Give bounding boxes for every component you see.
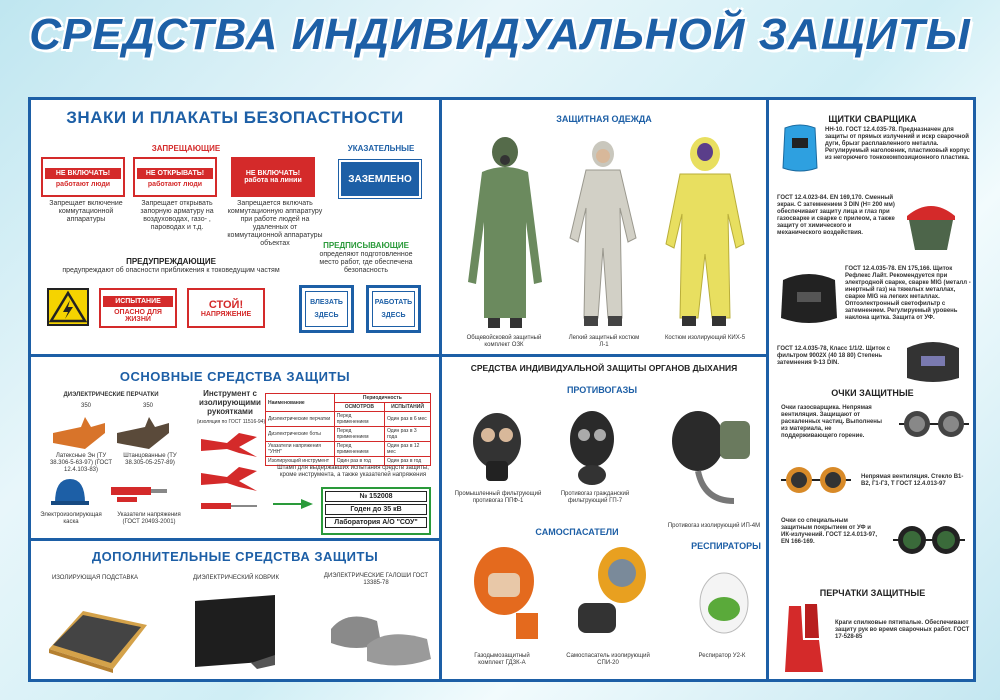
poster-board [28,97,976,682]
test-schedule-table [265,393,431,466]
rescuers-label: САМОСПАСАТЕЛИ [535,527,619,537]
dielectric-galoshes-image [327,599,435,669]
table [265,393,431,466]
sign-text: ЗДЕСЬ [381,312,406,319]
welding-section [769,100,976,682]
sign-line-work [231,157,315,197]
gasmask-ppf1-image [462,405,532,489]
clothing-item3: Костюм изолирующий КИХ-5 [664,335,746,341]
welding-text2: ГОСТ 12.4.023-84. EN 169,170. Сменный экран. С затемнением 3 DIN (Н= 200 мм) обеспечивает защиту лица и глаз при газосварке и сварке с прилеом, а также защиту от химического и механического воздействия. [777,195,895,236]
table-row [266,442,431,457]
table-cell: Один раз в год [385,457,431,466]
stamped-gloves-image [115,413,171,451]
table-row [266,412,431,427]
indicating-label: УКАЗАТЕЛЬНЫЕ [347,144,415,153]
sign-text: ВЛЕЗАТЬ [310,299,343,306]
table-cell: Перед применением [334,442,384,457]
sign-text: СТОЙ! [208,298,244,311]
stamp-desc: Штамп для выдержавших испытания средств защиты, кроме инструмента, а также указателей напряжения [277,465,429,478]
welding-text3: ГОСТ 12.4.035-78. EN 175,166. Щиток Рефлекс Лайт. Рекомендуется при электродной сварке, сварке MIG (металл - инертный газ) на тяжелых металлах, сварке MIG на легких металлах. Оптоэлектронный светофильтр с затемнением. Регулируемый уровень наклона щитка. Защита от УФ. [845,266,971,321]
stamp-number: № 152008 [325,491,427,502]
latex-gloves-image [51,413,107,451]
prescribing-label: ПРЕДПИСЫВАЮЩИЕ [323,241,409,250]
additional-section [31,541,439,682]
table-row [266,427,431,442]
sign-text: РАБОТАТЬ [374,299,413,306]
respirator-image [692,563,756,643]
sign-testing [99,288,177,328]
additional-item1: ИЗОЛИРУЮЩАЯ ПОДСТАВКА [51,575,139,581]
table-cell: Один раз в год [334,457,384,466]
table-cell: Диэлектрические перчатки [266,412,335,427]
resp1-desc: Респиратор У2-К [698,653,746,659]
r2-desc: Самоспасатель изолирующий СПИ-20 [566,653,650,666]
sign-inner [305,291,348,327]
signs-section [31,100,439,354]
helmet-desc: Электроизолирующая каска [40,512,102,525]
prohibiting-label: ЗАПРЕЩАЮЩИЕ [151,144,221,153]
gdzk-image [466,543,542,643]
welding-shield-image [779,124,821,174]
gm3-desc: Противогаз изолирующий ИП-4М [667,523,761,529]
page-title: СРЕДСТВА ИНДИВИДУАЛЬНОЙ ЗАЩИТЫ [29,10,971,59]
auto-darkening-helmet-image [777,272,841,326]
table-header: ОСМОТРОВ [334,403,384,412]
additional-item3: ДИЭЛЕКТРИЧЕСКИЕ ГАЛОШИ ГОСТ 13385-78 [323,573,429,586]
sign-text: НАПРЯЖЕНИЕ [200,310,252,318]
goggles-text2: Непрямая вентиляция. Стекло В1-В2, Г1-Г3, Т ГОСТ 12.4.013-97 [861,474,964,487]
sign3-desc: Запрещается включать коммутационную аппаратуру при работе людей на удаленных от коммутационной аппаратуры объектах [227,200,323,247]
sign-stop-voltage [187,288,265,328]
welding-text1: НН-10. ГОСТ 12.4.035-78. Предназначен для защиты от прямых излучений и искр сварочной дуги, брызг расплавленного металла. Регулируемый наголовник, пластиковый корпус из негорючего тонкокомпозиционного пластика. [825,127,970,161]
sign-text: НЕ ВКЛЮЧАТЬ! [245,170,301,177]
sign-text: работают люди [147,181,203,188]
dimension-1: 350 [80,403,91,409]
goggles-text1: Очки газосварщика. Непрямая вентиляция. Защищают от раскаленных частиц. Выполнены из материала, не поддерживающего горение. [781,405,883,439]
gasmask-gp7-image [562,405,622,489]
goggles-heading: ОЧКИ ЗАЩИТНЫЕ [831,388,914,398]
arrow-right-icon [271,497,315,511]
sign-text: НЕ ВКЛЮЧАТЬ! [45,168,121,179]
basic-heading: ОСНОВНЫЕ СРЕДСТВА ЗАЩИТЫ [119,369,351,384]
sign2-desc: Запрещает открывать запорную арматуру на воздуховодах, газо- , пароводах и т.д. [140,200,214,231]
spi20-image [566,543,652,643]
table-header: Периодичность [334,394,430,403]
l1-suit-image [566,138,640,328]
insulating-stand-image [43,591,153,673]
gloves-label: ДИЭЛЕКТРИЧЕСКИЕ ПЕРЧАТКИ [63,392,159,398]
stamp-voltage: Годен до 35 кВ [325,504,427,515]
table-cell: Перед применением [334,427,384,442]
table-cell: Перед применением [334,412,384,427]
clothing-item2: Легкий защитный костюм Л-1 [568,335,640,348]
additional-item2: ДИЭЛЕКТРИЧЕСКИЙ КОВРИК [193,575,279,581]
tools-label: Инструмент с изолирующими рукоятками [199,389,261,416]
test-stamp [321,487,431,535]
sign-text: работа на линии [244,177,302,184]
sign-text: ИСПЫТАНИЕ [103,296,173,307]
tools-std: (изоляция по ГОСТ 11516-94) [196,419,266,425]
table-cell: Один раз в 3 года [385,427,431,442]
glove2-desc: Штанцованные (ТУ 38.305-05-257-89) [123,453,177,466]
table-cell: Один раз в 6 мес [385,412,431,427]
respiratory-section [442,357,766,682]
gasmask-ip4m-image [664,401,756,511]
clothing-item1: Общевойсковой защитный комплект ОЗК [466,335,542,348]
helmet-image [51,477,89,509]
filter-helmet-image [903,340,963,384]
sign-do-not-open [133,157,217,197]
sign-text: ОПАСНО ДЛЯ ЖИЗНИ [114,308,162,323]
goggles-text3: Очки со специальным защитным покрытием от УФ и ИК-излучений. ГОСТ 12.4.013-97, EN 166-169. [781,518,877,545]
ozk-suit-image [464,132,546,330]
dimension-2: 350 [142,403,153,409]
uv-ir-goggles-image [891,520,967,560]
respiratory-heading: СРЕДСТВА ИНДИВИДУАЛЬНОЙ ЗАЩИТЫ ОРГАНОВ ДЫХАНИЯ [470,363,738,373]
table-cell: Изолирующий инструмент [266,457,335,466]
indicator-desc: Указатели напряжения (ГОСТ 20493-2001) [117,512,181,525]
gm1-desc: Промышленный фильтрующий противогаз ППФ-1 [454,491,542,504]
sign1-desc: Запрещает включение коммутационной аппаратуры [49,200,123,223]
lightning-icon [49,290,87,324]
respirators-label: РЕСПИРАТОРЫ [691,541,761,551]
gasmasks-label: ПРОТИВОГАЗЫ [566,385,638,395]
gloves-text1: Краги спилковые пятипалые. Обеспечивают защиту рук во время сварочных работ. ГОСТ 17-528-85 [835,620,970,640]
voltage-indicator-image [109,479,169,505]
stamp-lab: Лаборатория А/О "СОУ" [325,517,427,528]
welding-heading: ЩИТКИ СВАРЩИКА [828,114,917,124]
face-screen-image [899,196,963,252]
table-cell: Диэлектрические боты [266,427,335,442]
sign-climb-here [299,285,354,333]
welding-text4: ГОСТ 12.4.035-78, Класс 1/1/2. Щиток с фильтром 9002Х (40 18 80) Степень затемнения 9-13 DIN. [777,346,891,366]
table-row [266,394,431,403]
high-voltage-sign [47,288,89,326]
sign-inner [372,291,415,327]
clothing-heading: ЗАЩИТНАЯ ОДЕЖДА [556,114,652,124]
gm2-desc: Противогаз гражданский фильтрующий ГП-7 [560,491,630,504]
dielectric-mat-image [191,591,281,671]
sign-text: ЗДЕСЬ [314,312,339,319]
kih5-suit-image [664,134,746,328]
table-header: Наименование [266,394,335,412]
signs-heading: ЗНАКИ И ПЛАКАТЫ БЕЗОПАСТНОСТИ [66,108,404,127]
sign-text: НЕ ОТКРЫВАТЬ! [137,168,213,179]
gas-welder-goggles-image [897,406,971,442]
sign-work-here [366,285,421,333]
sign-grounded [339,160,421,198]
glove1-desc: Латексные Эн (ТУ 38.306-5-63-97) (ГОСТ 12.4.103-83) [49,453,113,473]
prescribing-desc: определяют подготовленное место работ, где обеспечена безопасность [319,251,413,274]
table-header: ИСПЫТАНИЙ [385,403,431,412]
basic-section [31,357,439,538]
welding-gloves-image [779,600,831,674]
insulated-tools-image [199,429,259,519]
indirect-vent-goggles-image [779,462,853,498]
sign-do-not-switch [41,157,125,197]
r1-desc: Газодымозащитный комплект ГДЗК-А [474,653,530,666]
sign-text: ЗАЗЕМЛЕНО [348,173,412,185]
additional-heading: ДОПОЛНИТЕЛЬНЫЕ СРЕДСТВА ЗАЩИТЫ [91,549,379,564]
table-cell: Указатели напряжения "УНН" [266,442,335,457]
table-cell: Один раз в 12 мес [385,442,431,457]
warning-desc: предупреждают об опасности приближения к токоведущим частям [62,267,280,274]
warning-label: ПРЕДУПРЕЖДАЮЩИЕ [126,257,216,266]
gloves-heading: ПЕРЧАТКИ ЗАЩИТНЫЕ [819,588,926,598]
sign-text: работают люди [55,181,111,188]
clothing-section [442,100,766,354]
